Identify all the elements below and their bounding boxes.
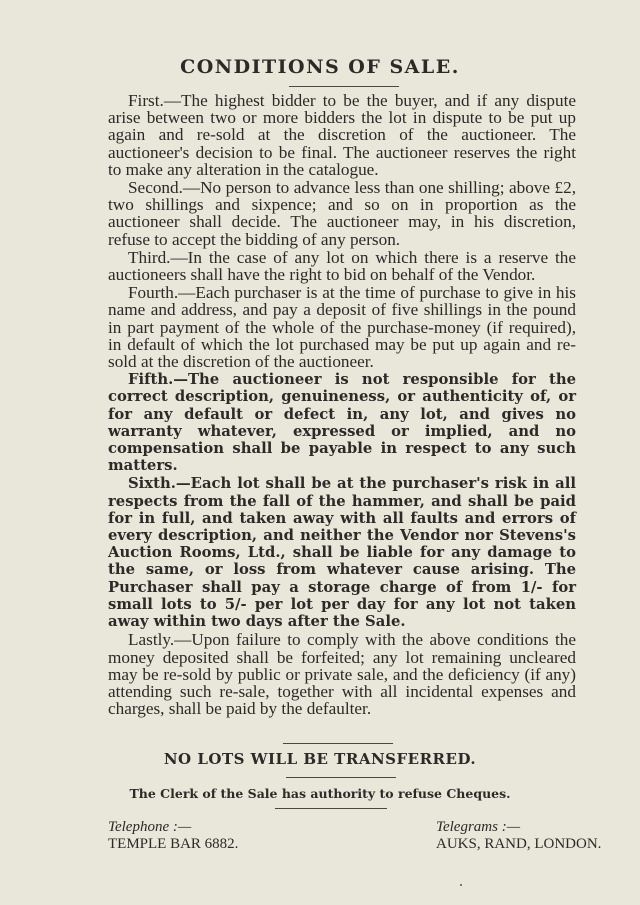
telephone-block — [108, 819, 238, 853]
telegrams-label: Telegrams :— — [436, 819, 521, 835]
condition-sixth: Sixth.—Each lot shall be at the purchaser's risk in all respects from the fall of the hammer, and shall be paid for in full, and taken away with all faults and errors of every description, and neither the Vendor nor Stevens's Auction Rooms, Ltd., shall be liable for any damage to the same, or loss from whatever cause arising. The Purchaser shall pay a storage charge of from 1/- for small lots to 5/- per lot per day for any lot not taken away within two days after the Sale. — [108, 475, 576, 631]
condition-fourth: Fourth.—Each purchaser is at the time of purchase to give in his name and address, and pay a deposit of five shillings in the pound in part payment of the whole of the purchase-money (if required), in default of which the lot purchased may be put up again and re-sold at the discretion of the auctioneer. — [108, 283, 576, 372]
conditions-body — [108, 92, 576, 718]
page-title: CONDITIONS OF SALE. — [180, 56, 460, 78]
telegrams-value: AUKS, RAND, LONDON. — [436, 836, 602, 852]
no-transfer-notice: NO LOTS WILL BE TRANSFERRED. — [163, 750, 477, 768]
paper-speck — [460, 884, 462, 886]
condition-second: Second.—No person to advance less than one shilling; above £2, two shillings and sixpence; and so on in proportion as the auctioneer shall decide. The auctioneer may, in his discretion, refuse to accept the bidding of any person. — [108, 178, 576, 249]
footer-rule — [275, 808, 387, 809]
condition-first: First.—The highest bidder to be the buyer, and if any dispute arise between two or more bidders the lot in dispute to be put up again and re-sold at the discretion of the auctioneer. The auctioneer's decision to be final. The auctioneer reserves the right to make any alteration in the catalogue. — [108, 91, 576, 179]
notice-rule-top — [283, 743, 393, 744]
condition-third: Third.—In the case of any lot on which there is a reserve the auctioneers shall have the right to bid on behalf of the Vendor. — [108, 247, 576, 285]
title-rule — [289, 86, 399, 87]
condition-fifth: Fifth.—The auctioneer is not responsible for the correct description, genuineness, or authenticity of, or for any default or defect in, any lot, and gives no warranty whatever, expressed or implied, and no compensation shall be payable in respect to any such matters. — [108, 371, 576, 475]
telegrams-block — [436, 819, 601, 853]
notice-rule-bottom — [286, 777, 396, 778]
telephone-value: TEMPLE BAR 6882. — [108, 836, 239, 852]
telephone-label: Telephone :— — [108, 819, 192, 835]
condition-lastly: Lastly.—Upon failure to comply with the above conditions the money deposited shall be forfeited; any lot remaining uncleared may be re-sold by public or private sale, and the deficiency (if any) attending such re-sale, together with all incidental expenses and charges, shall be paid by the defaulter. — [108, 630, 576, 719]
cheque-notice: The Clerk of the Sale has authority to refuse Cheques. — [129, 786, 511, 801]
